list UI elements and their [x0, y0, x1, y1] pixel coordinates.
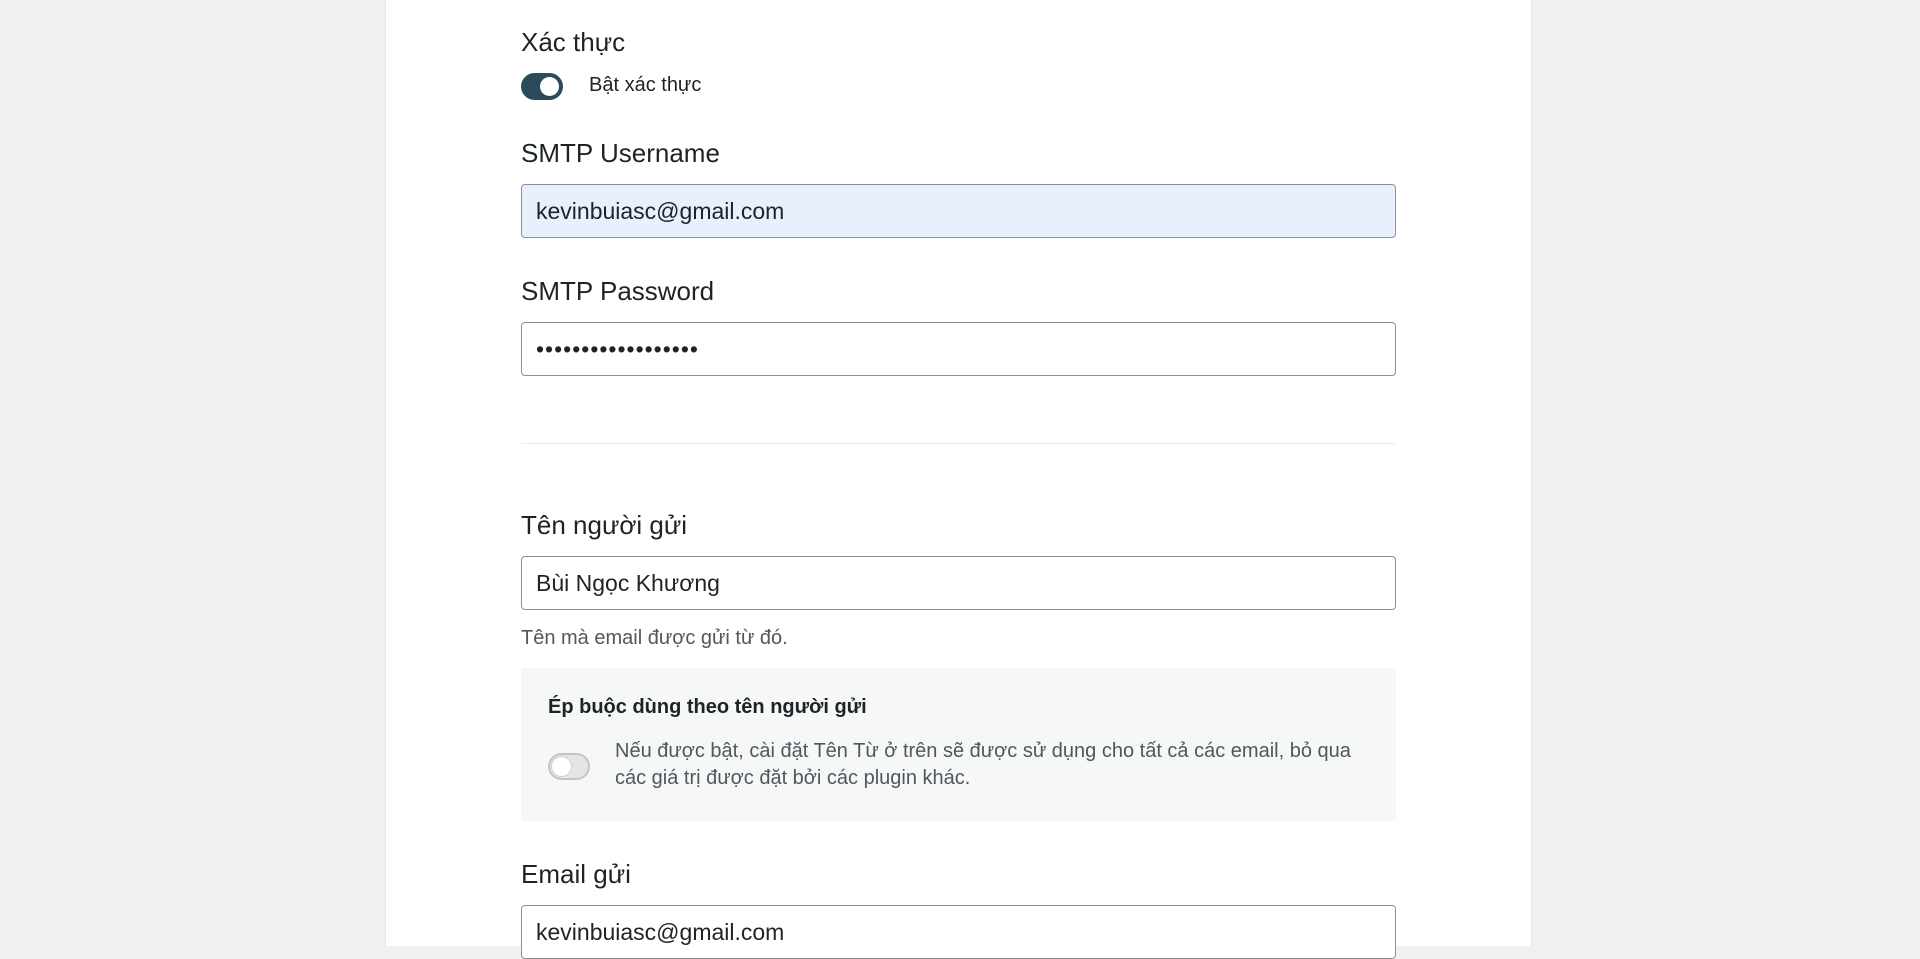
smtp-username-input[interactable] [521, 184, 1396, 238]
from-name-input[interactable] [521, 556, 1396, 610]
settings-card [385, 0, 1532, 946]
authentication-toggle-label: Bật xác thực [589, 74, 702, 96]
from-name-help: Tên mà email được gửi từ đó. [521, 627, 788, 649]
from-email-label: Email gửi [521, 859, 631, 889]
authentication-heading: Xác thực [521, 27, 626, 57]
smtp-password-input[interactable] [521, 322, 1396, 376]
authentication-toggle[interactable] [521, 73, 563, 100]
smtp-password-label: SMTP Password [521, 276, 715, 306]
from-name-label: Tên người gửi [521, 510, 688, 540]
force-from-name-title: Ép buộc dùng theo tên người gửi [548, 696, 867, 718]
toggle-knob [552, 757, 571, 776]
toggle-knob [540, 77, 559, 96]
force-from-name-toggle[interactable] [548, 753, 590, 780]
from-email-input[interactable] [521, 905, 1396, 959]
smtp-username-label: SMTP Username [521, 138, 720, 168]
force-from-name-panel [521, 668, 1396, 821]
force-from-name-description: Nếu được bật, cài đặt Tên Từ ở trên sẽ được sử dụng cho tất cả các email, bỏ qua các giá trị được đặt bởi các plugin khác. [615, 740, 1351, 789]
section-divider [521, 443, 1396, 444]
